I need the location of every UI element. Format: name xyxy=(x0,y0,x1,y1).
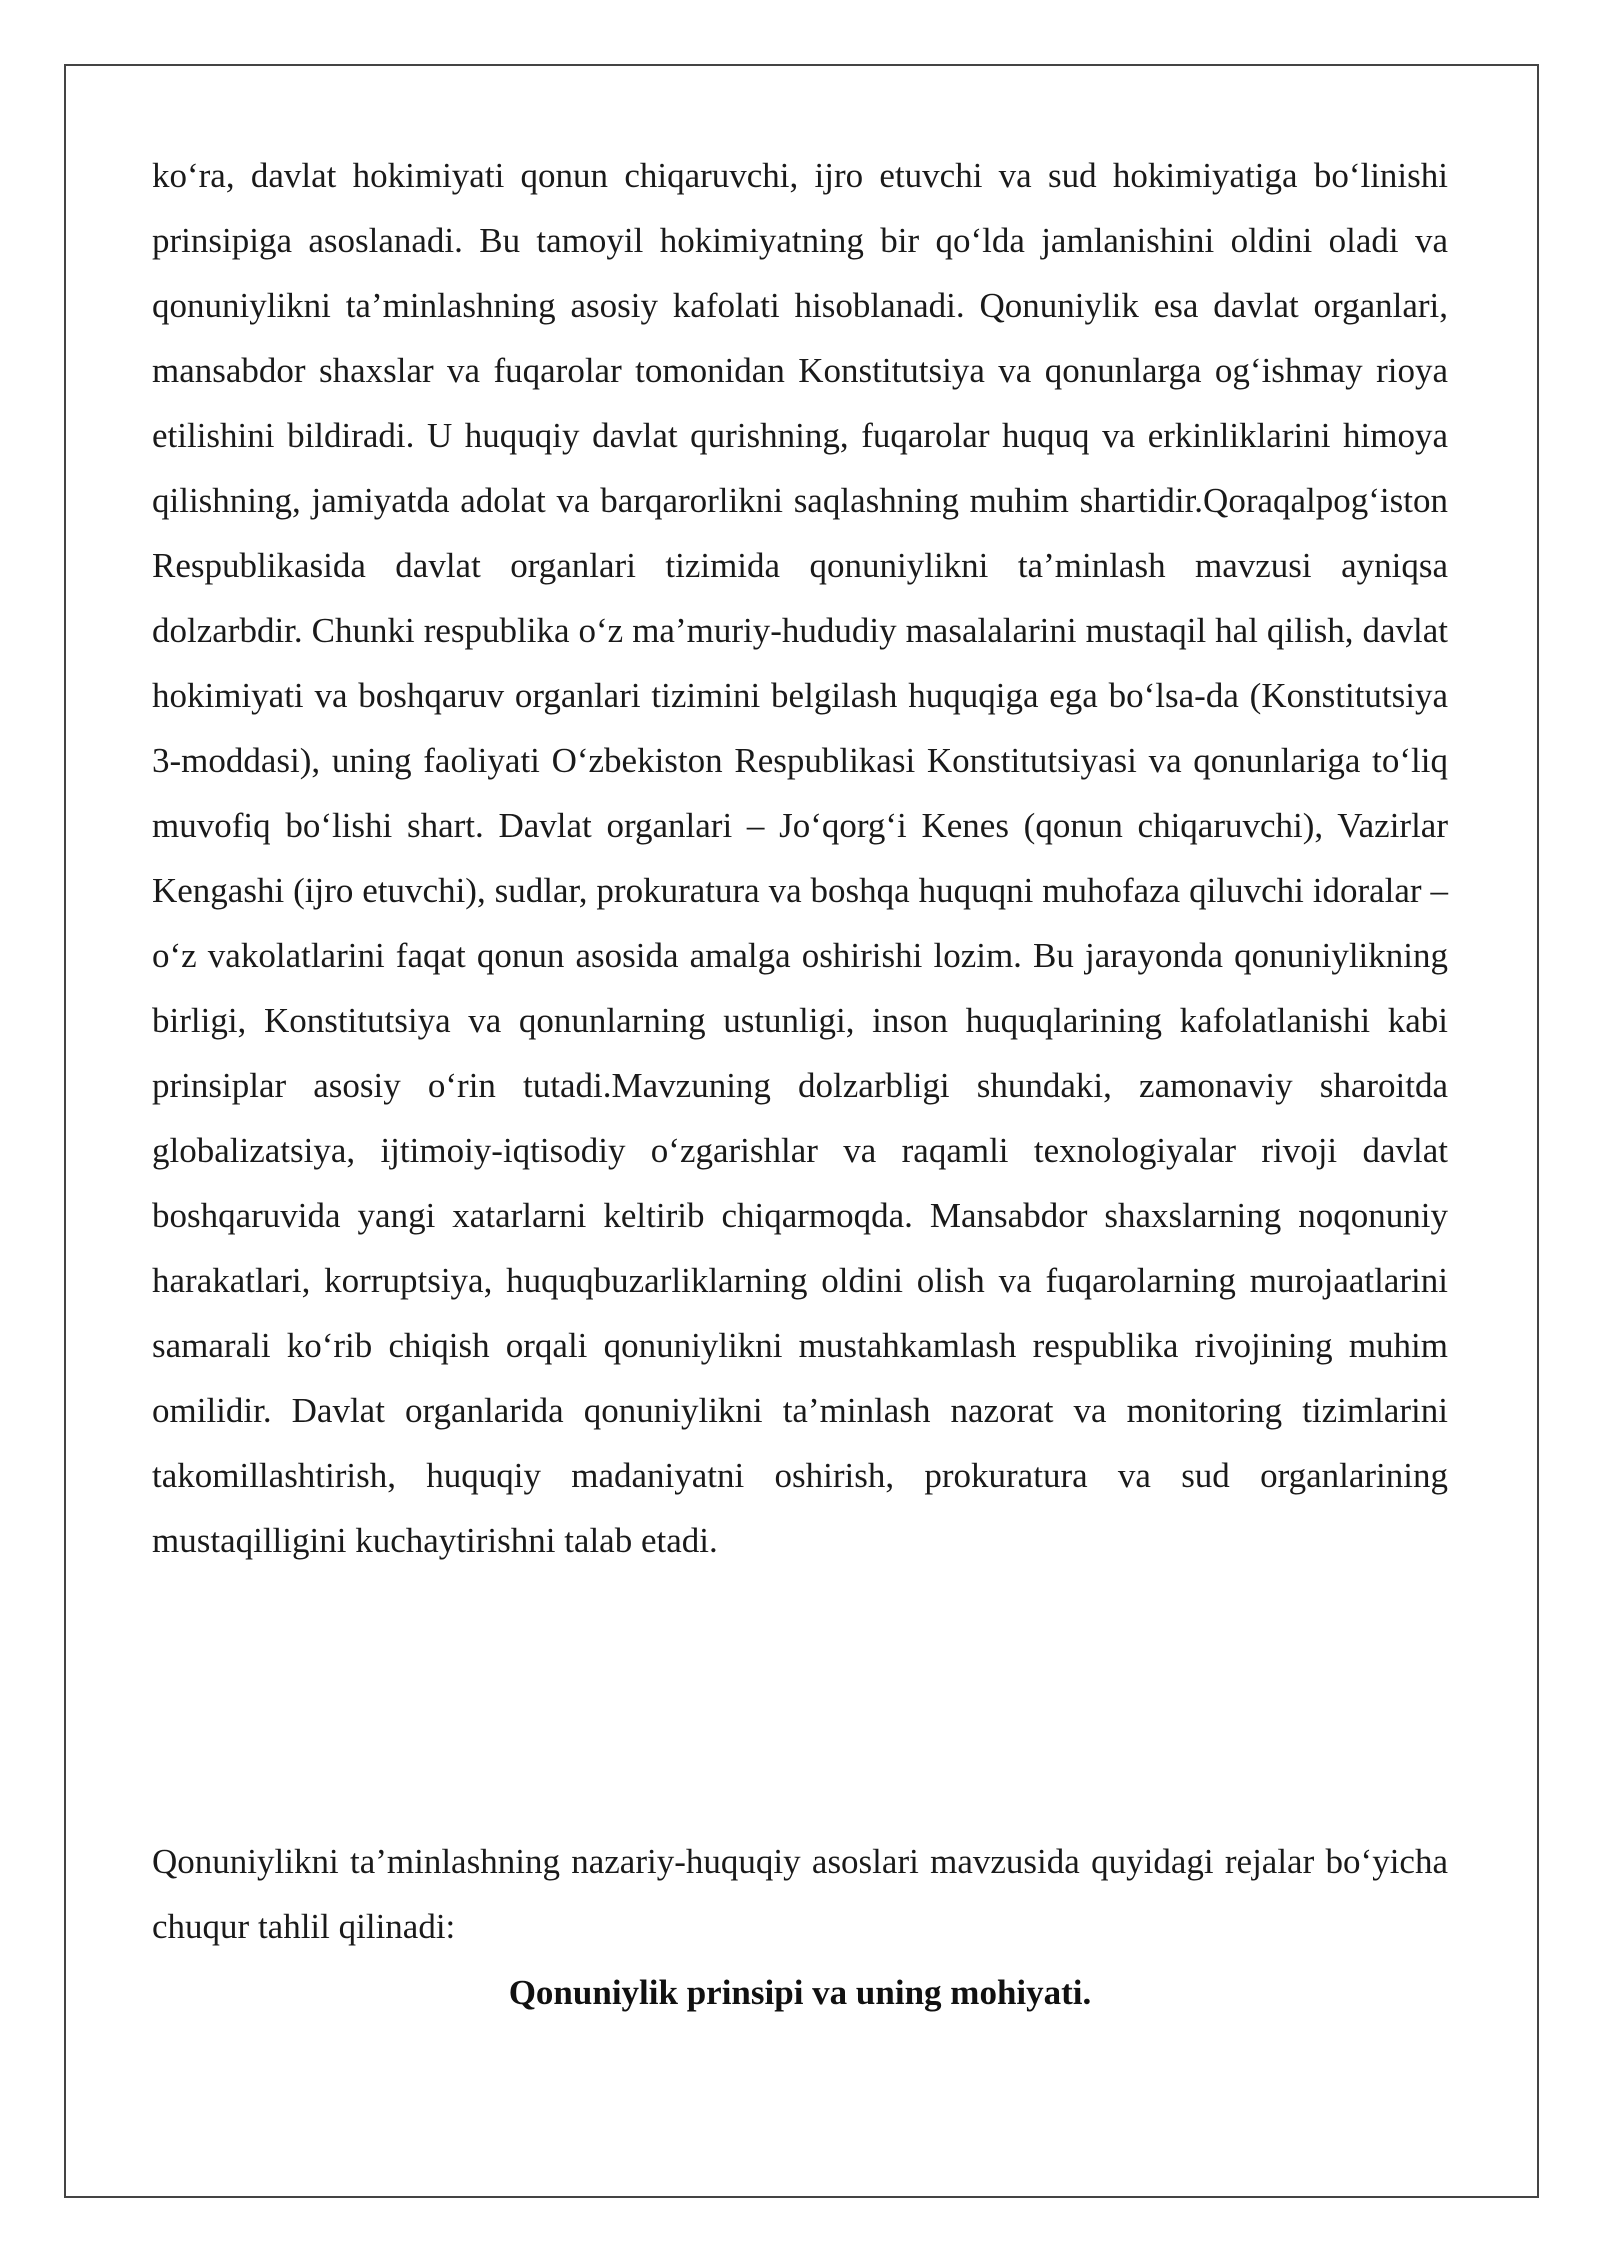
section-heading: Qonuniylik prinsipi va uning mohiyati. xyxy=(508,1973,1092,2012)
body-paragraph: ko‘ra, davlat hokimiyati qonun chiqaruvchi, ijro etuvchi va sud hokimiyatiga bo‘linishi prinsipiga asoslanadi. Bu tamoyil hokimiyatning bir qo‘lda jamlanishini oldini oladi va qonuniylikni ta’minlashning asosiy kafolati hisoblanadi. Qonuniylik esa davlat organlari, mansabdor shaxslar va fuqarolar tomonidan Konstitutsiya va qonunlarga og‘ishmay rioya etilishini bildiradi. U huquqiy davlat qurishning, fuqarolar huquq va erkinliklarini himoya qilishning, jamiyatda adolat va barqarorlikni saqlashning muhim shartidir.Qoraqalpog‘iston Respublikasida davlat organlari tizimida qonuniylikni ta’minlash mavzusi ayniqsa dolzarbdir. Chunki respublika o‘z ma’muriy-hududiy masalalarini mustaqil hal qilish, davlat hokimiyati va boshqaruv organlari tizimini belgilash huquqiga ega bo‘lsa-da (Konstitutsiya 3-moddasi), uning faoliyati O‘zbekiston Respublikasi Konstitutsiyasi va qonunlariga to‘liq muvofiq bo‘lishi shart. Davlat organlari – Jo‘qorg‘i Kenes (qonun chiqaruvchi), Vazirlar Kengashi (ijro etuvchi), sudlar, prokuratura va boshqa huquqni muhofaza qiluvchi idoralar – o‘z vakolatlarini faqat qonun asosida amalga oshirishi lozim. Bu jarayonda qonuniylikning birligi, Konstitutsiya va qonunlarning ustunligi, inson huquqlarining kafolatlanishi kabi prinsiplar asosiy o‘rin tutadi.Mavzuning dolzarbligi shundaki, zamonaviy sharoitda globalizatsiya, ijtimoiy-iqtisodiy o‘zgarishlar va raqamli texnologiyalar rivoji davlat boshqaruvida yangi xatarlarni keltirib chiqarmoqda. Mansabdor shaxslarning noqonuniy harakatlari, korruptsiya, huquqbuzarliklarning oldini olish va fuqarolarning murojaatlarini samarali ko‘rib chiqish orqali qonuniylikni mustahkamlash respublika rivojining muhim omilidir. Davlat organlarida qonuniylikni ta’minlash nazorat va monitoring tizimlarini takomillashtirish, huquqiy madaniyatni oshirish, prokuratura va sud organlarining mustaqilligini kuchaytirishni talab etadi. xyxy=(152,156,1448,1560)
plan-intro-paragraph: Qonuniylikni ta’minlashning nazariy-huquqiy asoslari mavzusida quyidagi rejalar bo‘yicha chuqur tahlil qilinadi: xyxy=(152,1842,1448,1946)
